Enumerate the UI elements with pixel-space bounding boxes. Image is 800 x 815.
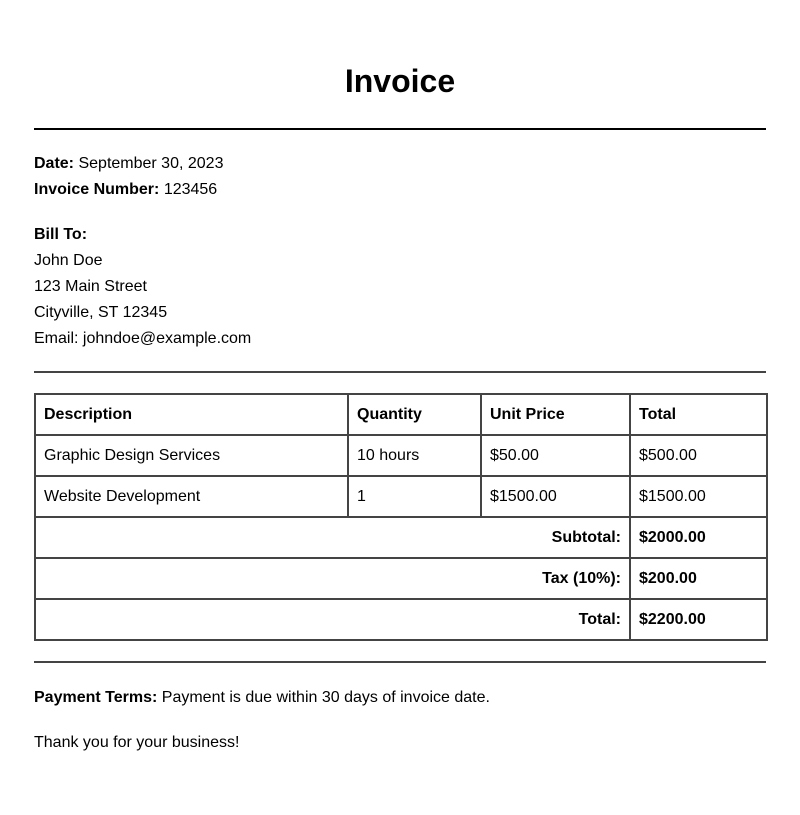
item-quantity: 10 hours — [348, 435, 481, 476]
invoice-number-value: 123456 — [163, 181, 218, 198]
tax-row — [35, 558, 767, 599]
table-row — [35, 435, 767, 476]
tax-label: Tax (10%): — [35, 558, 630, 599]
invoice-document — [34, 0, 766, 756]
bill-to-city: Cityville, ST 12345 — [34, 304, 168, 321]
payment-terms — [34, 685, 766, 711]
date-value: September 30, 2023 — [78, 155, 224, 172]
subtotal-label: Subtotal: — [35, 517, 630, 558]
column-header: Unit Price — [481, 394, 630, 435]
invoice-meta — [34, 151, 766, 203]
invoice-number-line — [34, 177, 766, 203]
item-total: $1500.00 — [630, 476, 767, 517]
column-header: Total — [630, 394, 767, 435]
table-row — [35, 476, 767, 517]
grand-total-label: Total: — [35, 599, 630, 640]
invoice-title: Invoice — [344, 63, 456, 99]
item-description: Website Development — [35, 476, 348, 517]
column-header: Description — [35, 394, 348, 435]
column-header: Quantity — [348, 394, 481, 435]
grand-total-value: $2200.00 — [630, 599, 767, 640]
bill-to-email: Email: johndoe@example.com — [34, 330, 252, 347]
item-quantity: 1 — [348, 476, 481, 517]
bill-to-name: John Doe — [34, 252, 103, 269]
bill-to-label: Bill To: — [34, 226, 88, 243]
bill-to-street: 123 Main Street — [34, 278, 147, 295]
tax-value: $200.00 — [630, 558, 767, 599]
item-unit-price: $1500.00 — [481, 476, 630, 517]
thank-you-note: Thank you for your business! — [34, 734, 240, 751]
item-unit-price: $50.00 — [481, 435, 630, 476]
grand-total-row — [35, 599, 767, 640]
bill-to-section — [34, 222, 766, 352]
invoice-number-label: Invoice Number: — [34, 181, 160, 198]
payment-terms-text: Payment is due within 30 days of invoice date. — [161, 689, 490, 706]
date-line — [34, 151, 766, 177]
item-total: $500.00 — [630, 435, 767, 476]
date-label: Date: — [34, 155, 75, 172]
table-header-row — [35, 394, 767, 435]
table-divider — [34, 661, 766, 663]
bill-divider — [34, 371, 766, 373]
subtotal-row — [35, 517, 767, 558]
payment-terms-label: Payment Terms: — [34, 689, 158, 706]
title-divider — [34, 128, 766, 130]
item-description: Graphic Design Services — [35, 435, 348, 476]
subtotal-value: $2000.00 — [630, 517, 767, 558]
line-items-table — [34, 393, 768, 641]
